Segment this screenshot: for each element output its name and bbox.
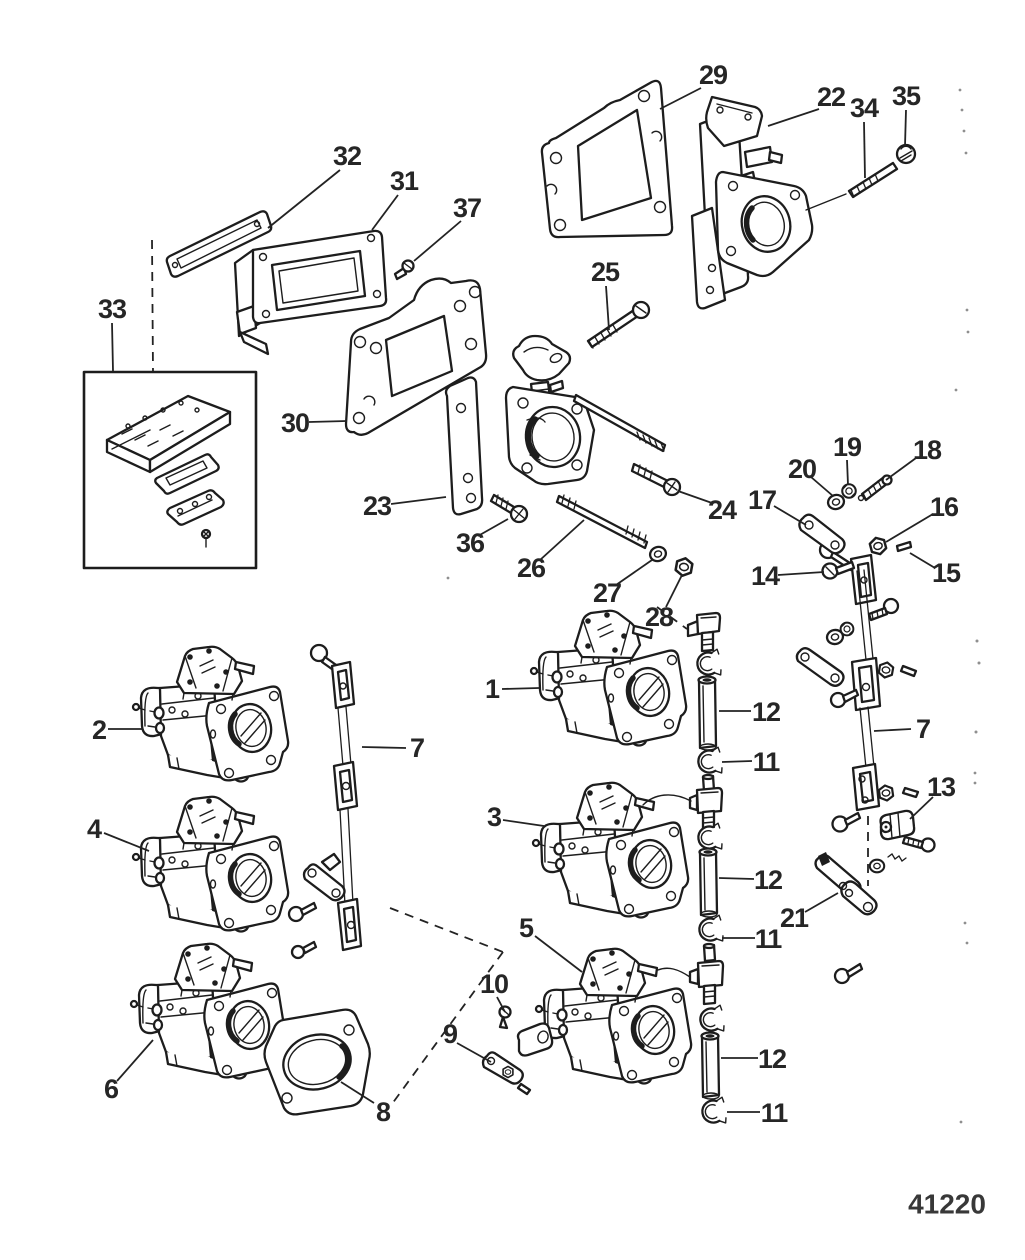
callout-leader-3	[503, 820, 544, 826]
carburetor-6	[131, 944, 286, 1079]
callout-label-25: 25	[590, 257, 620, 287]
callout-label-11: 11	[760, 1098, 788, 1128]
callout-label-2: 2	[91, 715, 107, 745]
callout-label-22: 22	[816, 82, 846, 112]
callout-leader-30	[309, 421, 347, 422]
callout-label-7: 7	[915, 714, 931, 744]
gasket-29	[542, 81, 672, 237]
callout-label-4: 4	[86, 814, 102, 844]
callout-label-5: 5	[518, 913, 534, 943]
callout-leader-27	[616, 560, 652, 585]
callout-label-7: 7	[409, 733, 425, 763]
callout-leader-33	[112, 323, 113, 371]
callout-label-23: 23	[362, 491, 392, 521]
callout-leader-37	[414, 221, 461, 261]
screw-24	[632, 464, 680, 495]
screw-37	[395, 261, 414, 280]
callout-leader-31	[372, 195, 398, 230]
fuel-tee-fitting-b	[690, 944, 723, 1004]
coupler-13	[881, 811, 915, 839]
callout-leader-7	[874, 729, 911, 731]
callout-label-20: 20	[787, 454, 817, 484]
fuel-hose-12c	[702, 1033, 720, 1100]
link-bar-7-left	[289, 645, 361, 958]
callout-leader-9	[457, 1043, 491, 1062]
callout-leader-19	[847, 460, 848, 485]
callout-label-12: 12	[757, 1044, 787, 1074]
callout-leader-16	[886, 514, 933, 542]
fuel-hose-12a	[699, 677, 717, 751]
callout-label-31: 31	[389, 166, 419, 196]
callout-label-17: 17	[747, 485, 777, 515]
callout-label-6: 6	[103, 1074, 119, 1104]
callout-label-10: 10	[479, 969, 509, 999]
callout-label-14: 14	[750, 561, 780, 591]
callout-leader-14	[778, 572, 824, 575]
callout-leader-22	[768, 109, 819, 126]
callout-label-21: 21	[779, 903, 809, 933]
callout-label-19: 19	[832, 432, 862, 462]
callout-label-3: 3	[486, 802, 502, 832]
callout-label-32: 32	[332, 141, 362, 171]
drawing-number: 41220	[908, 1188, 986, 1220]
screw-36	[491, 495, 527, 522]
callout-leader-29	[660, 88, 701, 109]
callout-leader-17	[774, 506, 806, 525]
callout-leader-21	[805, 893, 838, 912]
fuel-tee-fitting-a	[690, 775, 722, 828]
lever-9	[483, 1024, 552, 1095]
callout-label-28: 28	[644, 602, 674, 632]
callout-leader-35	[905, 110, 906, 146]
callout-label-36: 36	[455, 528, 485, 558]
carburetor-2	[133, 647, 288, 782]
callout-label-18: 18	[912, 435, 942, 465]
callout-label-1: 1	[484, 674, 500, 704]
callout-label-35: 35	[891, 81, 921, 111]
callout-label-33: 33	[97, 294, 127, 324]
assembly-dashed-lines	[152, 240, 868, 1104]
linkage-hardware-right	[797, 476, 935, 984]
callout-label-13: 13	[926, 772, 956, 802]
callout-label-8: 8	[375, 1097, 391, 1127]
callout-label-34: 34	[849, 93, 879, 123]
callout-leader-25	[606, 286, 609, 330]
callout-leader-32	[268, 170, 340, 228]
callout-label-12: 12	[753, 865, 783, 895]
callout-label-27: 27	[592, 578, 622, 608]
callout-label-9: 9	[442, 1019, 458, 1049]
callout-leader-11	[722, 761, 752, 762]
callout-leader-6	[117, 1040, 153, 1081]
screw-25	[588, 302, 649, 348]
nut-35	[897, 145, 915, 163]
callout-leader-1	[502, 688, 539, 689]
screw-10	[500, 1007, 511, 1029]
callout-leader-7	[362, 747, 406, 748]
inset-box-33	[84, 372, 256, 568]
gasket-8	[265, 1010, 370, 1115]
fuel-hose-12b	[700, 849, 718, 918]
callout-leader-34	[864, 122, 865, 178]
callout-leader-12	[719, 878, 754, 879]
stud-26	[557, 495, 647, 548]
callout-leader-5	[535, 936, 582, 972]
callout-leader-24	[678, 491, 712, 503]
callout-label-11: 11	[754, 924, 782, 954]
callout-label-29: 29	[698, 60, 728, 90]
callout-leader-18	[886, 458, 916, 480]
nut-28	[675, 557, 693, 577]
carburetor-4	[133, 797, 288, 932]
stud-34	[849, 163, 897, 197]
callout-leader-26	[540, 520, 584, 560]
callout-label-16: 16	[929, 492, 959, 522]
callout-label-15: 15	[931, 558, 961, 588]
callout-label-26: 26	[516, 553, 546, 583]
callout-label-12: 12	[751, 697, 781, 727]
callout-label-37: 37	[452, 193, 482, 223]
carburetor-3	[533, 783, 688, 918]
callout-label-11: 11	[752, 747, 780, 777]
callout-label-24: 24	[707, 495, 737, 525]
fuel-elbow-fitting	[688, 613, 720, 651]
callout-leader-23	[391, 497, 446, 504]
mount-bracket-22	[692, 97, 846, 308]
callout-label-30: 30	[280, 408, 310, 438]
